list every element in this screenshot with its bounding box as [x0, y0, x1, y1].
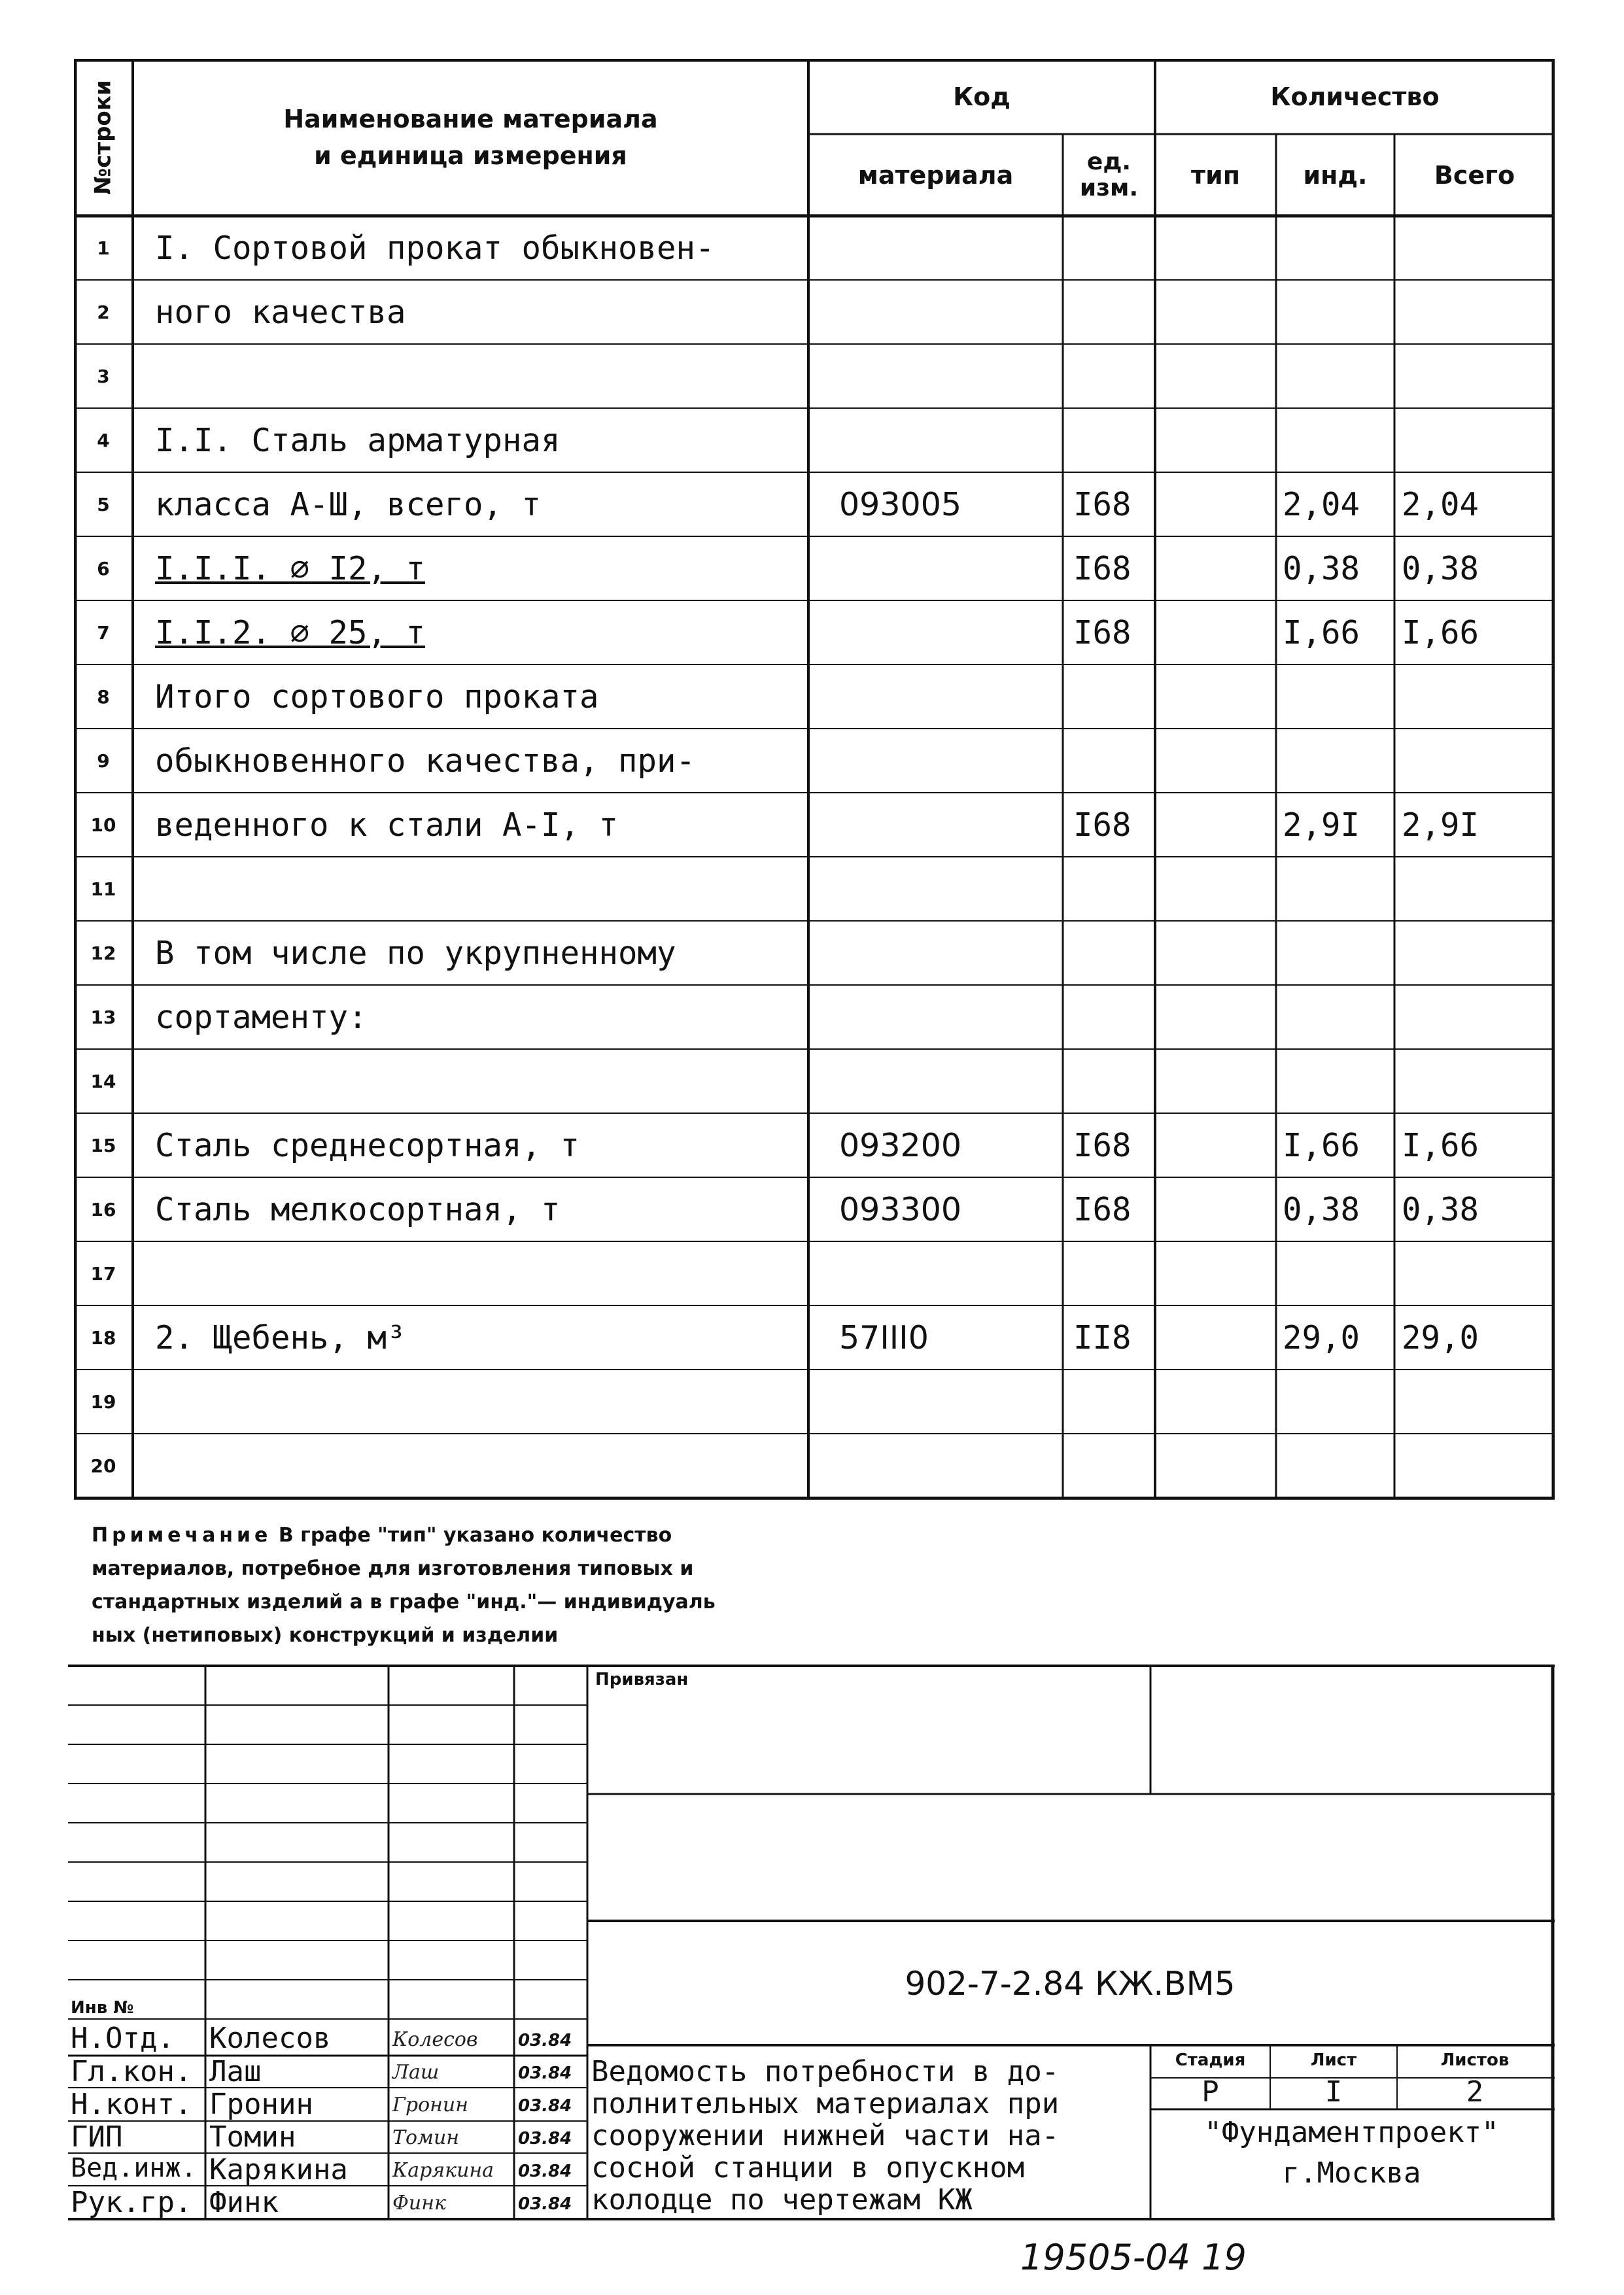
row-number: 10	[90, 814, 116, 836]
sign-date: 03.84	[518, 2063, 572, 2083]
qty-ind: 0,38	[1283, 1190, 1360, 1228]
header-unit: ед. изм.	[1079, 148, 1139, 201]
header-type: тип	[1191, 160, 1240, 190]
sheets-value: 2	[1466, 2075, 1484, 2109]
signer-name: Финк	[209, 2186, 279, 2219]
sign-date: 03.84	[518, 2194, 572, 2214]
row-number: 18	[90, 1326, 116, 1349]
qty-ind: I,66	[1283, 1126, 1360, 1164]
archive-number: 19505-04 19	[1020, 2237, 1247, 2278]
signature: Финк	[392, 2192, 446, 2215]
unit-code: II8	[1073, 1319, 1132, 1356]
material-name: ного качества	[155, 293, 406, 331]
attached-label: Привязан	[595, 1670, 689, 1689]
qty-total: 0,38	[1402, 549, 1479, 587]
qty-total: 29,0	[1402, 1319, 1479, 1356]
sheets-label: Листов	[1440, 2050, 1510, 2070]
material-name: класса А-Ш, всего, т	[155, 485, 542, 523]
row-number: 5	[97, 493, 110, 515]
document-title: Ведомость потребности в до- полнительных материалах при сооружении нижней части на- сосной станции в опускном колодце по чертежам КЖ	[591, 2055, 1060, 2217]
note-label: Примечание	[92, 1524, 272, 1547]
header-quantity: Количество	[1270, 82, 1440, 111]
qty-ind: 0,38	[1283, 549, 1360, 587]
material-name: I.I. Сталь арматурная	[155, 421, 561, 459]
row-number: 15	[90, 1134, 116, 1156]
signer-name: Гронин	[209, 2088, 313, 2121]
sheet-value: I	[1324, 2075, 1343, 2109]
signer-name: Карякина	[209, 2153, 348, 2186]
unit-code: I68	[1073, 485, 1132, 523]
signer-role: Н.Отд.	[71, 2022, 175, 2055]
material-name: В том числе по укрупненному	[155, 934, 676, 972]
organization: "Фундаментпроект"	[1204, 2116, 1499, 2149]
material-code: 57III0	[839, 1319, 929, 1356]
title-block	[68, 1665, 1555, 2220]
signer-role: Рук.гр.	[71, 2186, 192, 2219]
row-number: 2	[97, 301, 110, 323]
signature: Колесов	[392, 2028, 478, 2051]
material-code: 093200	[839, 1126, 962, 1164]
material-name: 2. Щебень, м³	[155, 1319, 406, 1356]
header-row-number: №строки	[90, 80, 116, 195]
row-number: 14	[90, 1070, 116, 1092]
document-code: 902-7-2.84 КЖ.ВМ5	[905, 1965, 1235, 2003]
material-name: обыкновенного качества, при-	[155, 742, 696, 780]
row-number: 16	[90, 1198, 116, 1220]
signer-role: ГИП	[71, 2120, 123, 2154]
row-number: 19	[90, 1390, 116, 1413]
qty-total: I,66	[1402, 1126, 1479, 1164]
material-code: 093300	[839, 1190, 962, 1228]
unit-code: I68	[1073, 613, 1132, 651]
note-line: стандартных изделий а в графе "инд."— индивидуаль	[92, 1591, 716, 1613]
signer-role: Гл.кон.	[71, 2055, 192, 2088]
row-number: 6	[97, 557, 110, 579]
qty-ind: I,66	[1283, 613, 1360, 651]
inventory-number-label: Инв №	[71, 1998, 134, 2018]
row-number: 9	[97, 750, 110, 772]
row-number: 12	[90, 942, 116, 964]
material-name: Сталь мелкосортная, т	[155, 1190, 561, 1228]
header-total: Всего	[1434, 160, 1515, 190]
qty-total: 0,38	[1402, 1190, 1479, 1228]
note-line: ных (нетиповых) конструкций и изделии	[92, 1624, 559, 1647]
row-number: 4	[97, 429, 110, 451]
unit-code: I68	[1073, 549, 1132, 587]
note-line: В графе "тип" указано количество	[278, 1524, 672, 1547]
stage-value: Р	[1201, 2075, 1219, 2109]
material-code: 093005	[839, 485, 962, 523]
qty-total: 2,04	[1402, 485, 1479, 523]
qty-total: 2,9I	[1402, 806, 1479, 844]
signature: Гронин	[392, 2094, 468, 2116]
sheet-label: Лист	[1310, 2050, 1357, 2070]
qty-ind: 2,9I	[1283, 806, 1360, 844]
city: г.Москва	[1282, 2156, 1421, 2190]
signature: Томин	[392, 2126, 460, 2149]
sign-date: 03.84	[518, 2031, 572, 2050]
row-number: 20	[90, 1455, 116, 1477]
signer-name: Томин	[209, 2120, 296, 2154]
material-name: веденного к стали А-I, т	[155, 806, 619, 844]
row-number: 11	[90, 878, 116, 900]
signer-name: Колесов	[209, 2022, 331, 2055]
unit-code: I68	[1073, 1190, 1132, 1228]
material-name: I.I.2. ∅ 25, т	[155, 613, 426, 651]
header-code: Код	[953, 82, 1011, 111]
unit-code: I68	[1073, 1126, 1132, 1164]
material-name: I. Сортовой прокат обыкновен-	[155, 229, 715, 267]
signature: Лаш	[392, 2061, 440, 2084]
material-name: сортаменту:	[155, 998, 368, 1036]
sign-date: 03.84	[518, 2129, 572, 2148]
stage-label: Стадия	[1175, 2050, 1246, 2070]
note-line: материалов, потребное для изготовления типовых и	[92, 1557, 694, 1580]
header-material-name: Наименование материала и единица измерения	[283, 105, 658, 170]
unit-code: I68	[1073, 806, 1132, 844]
row-number: 8	[97, 685, 110, 708]
row-number: 13	[90, 1006, 116, 1028]
qty-ind: 2,04	[1283, 485, 1360, 523]
sign-date: 03.84	[518, 2162, 572, 2181]
signer-role: Н.конт.	[71, 2088, 192, 2121]
material-name: Итого сортового проката	[155, 678, 599, 716]
qty-total: I,66	[1402, 613, 1479, 651]
qty-ind: 29,0	[1283, 1319, 1360, 1356]
header-material-code: материала	[857, 160, 1014, 190]
material-name: Сталь среднесортная, т	[155, 1126, 580, 1164]
row-number: 7	[97, 621, 110, 644]
signature: Карякина	[392, 2159, 494, 2182]
header-ind: инд.	[1303, 160, 1368, 190]
signer-name: Лаш	[209, 2055, 262, 2088]
signer-role: Вед.инж.	[71, 2153, 197, 2183]
row-number: 17	[90, 1262, 116, 1285]
material-name: I.I.I. ∅ I2, т	[155, 549, 426, 587]
note	[92, 1519, 1203, 1652]
materials-table	[74, 59, 1555, 1500]
sign-date: 03.84	[518, 2096, 572, 2116]
row-number: 3	[97, 365, 110, 387]
row-number: 1	[97, 237, 110, 259]
